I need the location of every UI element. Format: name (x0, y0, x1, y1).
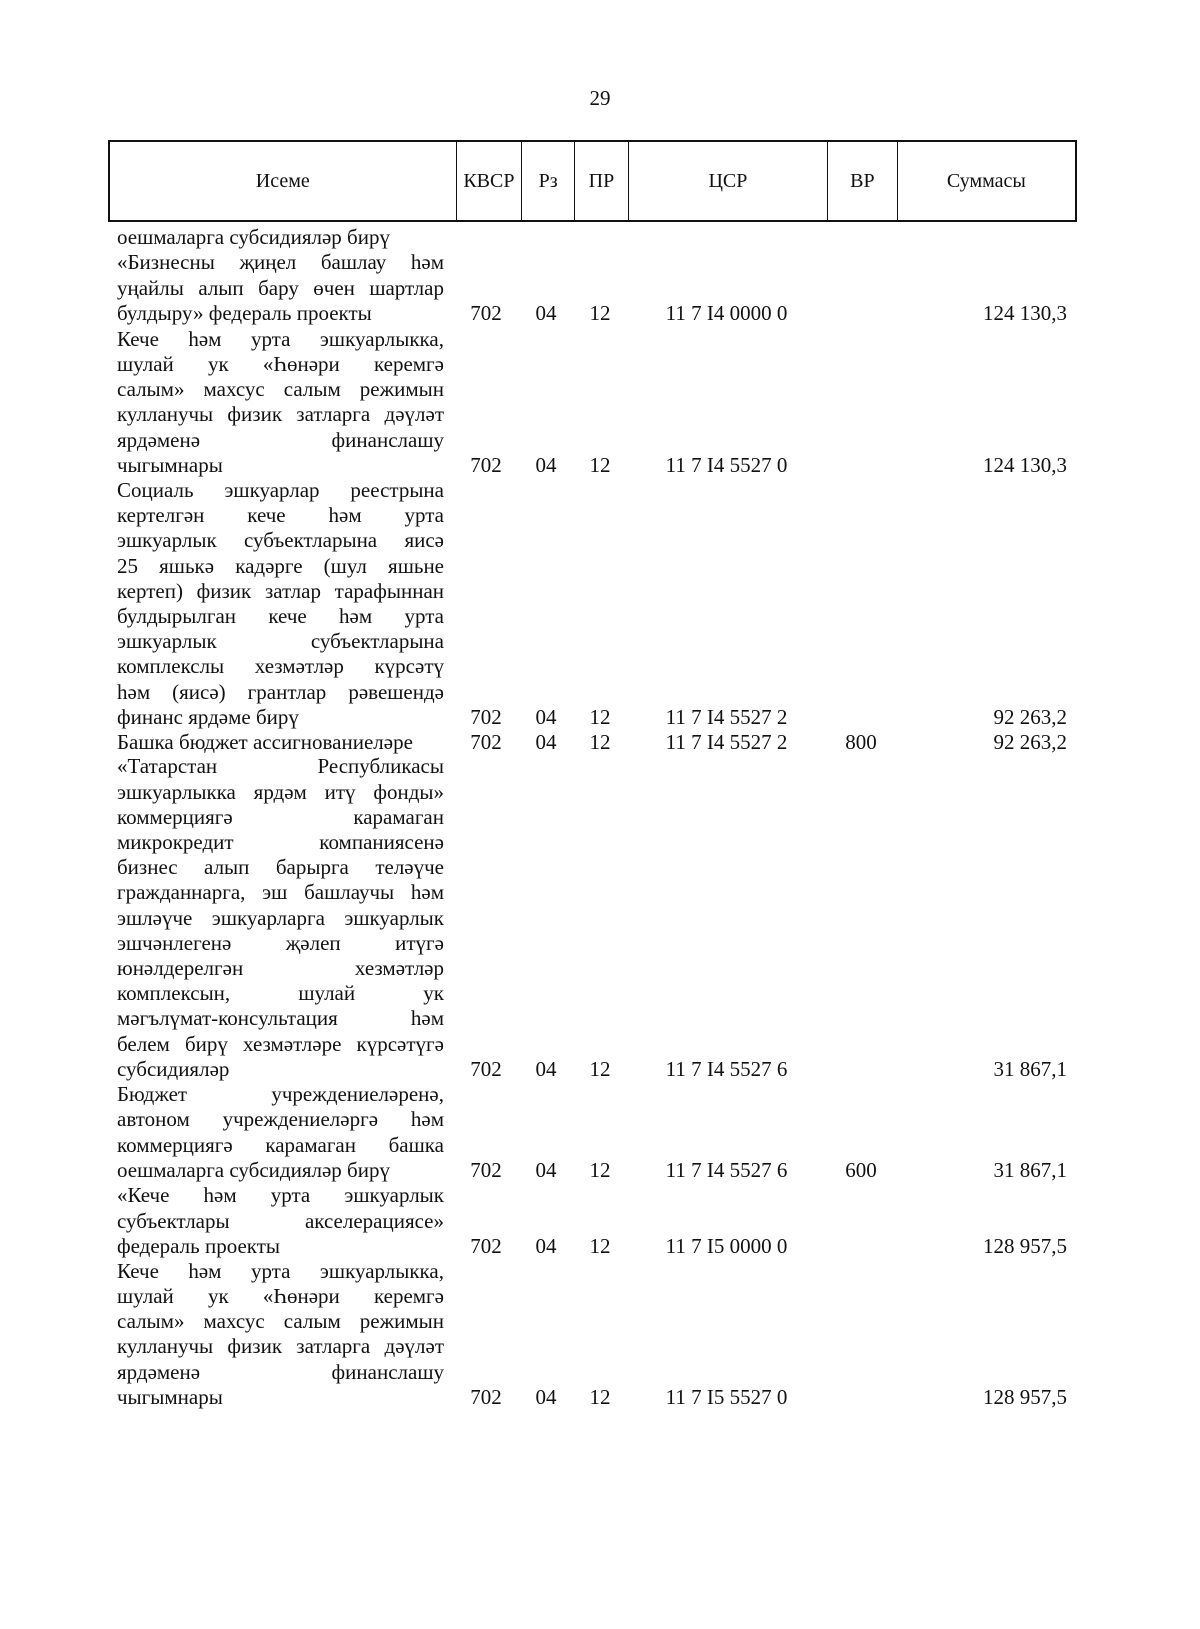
header-csr: ЦСР (628, 142, 827, 220)
row-name-line: чыгымнары (117, 1384, 223, 1409)
row-name-line: белем бирү хезмәтләре күрсәтүгә (117, 1031, 444, 1056)
row-pr: 12 (589, 729, 611, 754)
row-csr: 11 7 I5 5527 0 (665, 1384, 788, 1409)
row-name (117, 730, 444, 755)
row-name-line: комплекслы хезмәтләр күрсәтү (117, 654, 444, 679)
row-name-line: булдыру» федераль проекты (117, 300, 372, 325)
row-rz: 04 (535, 1157, 557, 1182)
row-kvsr: 702 (470, 1233, 502, 1258)
row-csr: 11 7 I4 5527 2 (665, 729, 788, 754)
header-kvsr: КВСР (456, 142, 522, 220)
row-csr: 11 7 I4 5527 2 (665, 704, 788, 729)
table-row (0, 225, 1200, 250)
row-name-line: «Бизнесны җиңел башлау һәм (117, 250, 444, 275)
table-row (0, 1259, 1200, 1410)
row-name-line: эшкуарлык субъектларына яисә (117, 528, 444, 553)
row-name-line: Башка бюджет ассигнованиеләре (117, 729, 413, 754)
row-name (117, 478, 444, 730)
table-row (0, 1183, 1200, 1259)
row-sum: 124 130,3 (983, 452, 1067, 477)
row-name-line: комплексын, шулай ук (117, 981, 444, 1006)
row-pr: 12 (589, 1157, 611, 1182)
row-name-line: юнәлдерелгән хезмәтләр (117, 955, 444, 980)
header-rz: Рз (521, 142, 574, 220)
row-name (117, 1183, 444, 1259)
table-row (0, 478, 1200, 730)
row-name-line: һәм (яисә) грантлар рәвешендә (117, 679, 444, 704)
row-name-line: кертелгән кече һәм урта (117, 503, 444, 528)
row-sum: 128 957,5 (983, 1233, 1067, 1258)
row-name-line: Бюджет учреждениеләренә, (117, 1082, 444, 1107)
row-rz: 04 (535, 452, 557, 477)
header-pr: ПР (574, 142, 628, 220)
row-name-line: уңайлы алып бару өчен шартлар (117, 275, 444, 300)
row-name-line: кертеп) физик затлар тарафыннан (117, 578, 444, 603)
row-name-line: эшкуарлыкка ярдәм итү фонды» (117, 779, 444, 804)
row-csr: 11 7 I4 5527 6 (665, 1157, 788, 1182)
row-name-line: Кече һәм урта эшкуарлыкка, (117, 326, 444, 351)
row-name-line: шулай ук «Һөнәри керемгә (117, 1283, 444, 1308)
row-rz: 04 (535, 1384, 557, 1409)
row-name (117, 250, 444, 326)
row-name-line: автоном учреждениеләргә һәм (117, 1107, 444, 1132)
row-name (117, 754, 444, 1082)
row-pr: 12 (589, 704, 611, 729)
row-name-line: субъектлары акселерациясе» (117, 1208, 444, 1233)
row-kvsr: 702 (470, 1056, 502, 1081)
row-name-line: Социаль эшкуарлар реестрына (117, 477, 444, 502)
row-name-line: оешмаларга субсидияләр бирү (117, 1157, 390, 1182)
row-name-line: оешмаларга субсидияләр бирү (117, 224, 390, 249)
row-kvsr: 702 (470, 729, 502, 754)
row-name-line: эшчәнлегенә җәлеп итүгә (117, 930, 444, 955)
row-name (117, 225, 444, 250)
row-name-line: федераль проекты (117, 1233, 280, 1258)
page-number: 29 (589, 86, 611, 110)
table-row (0, 327, 1200, 478)
row-sum: 31 867,1 (993, 1056, 1067, 1081)
row-pr: 12 (589, 1384, 611, 1409)
row-rz: 04 (535, 1233, 557, 1258)
table-row (0, 754, 1200, 1082)
row-name-line: кулланучы физик затларга дәүләт (117, 402, 444, 427)
row-name-line: эшләүче эшкуарларга эшкуарлык (117, 905, 444, 930)
header-vr: ВР (827, 142, 897, 220)
row-csr: 11 7 I4 5527 0 (665, 452, 788, 477)
row-pr: 12 (589, 1056, 611, 1081)
row-name-line: ярдәменә финанслашу (117, 1359, 444, 1384)
row-csr: 11 7 I4 0000 0 (665, 300, 788, 325)
table-row (0, 1082, 1200, 1183)
row-sum: 92 263,2 (993, 704, 1067, 729)
row-kvsr: 702 (470, 452, 502, 477)
row-vr: 800 (845, 729, 877, 754)
row-csr: 11 7 I4 5527 6 (665, 1056, 788, 1081)
row-rz: 04 (535, 704, 557, 729)
row-name (117, 327, 444, 478)
row-pr: 12 (589, 1233, 611, 1258)
row-name-line: салым» махсус салым режимын (117, 377, 444, 402)
row-rz: 04 (535, 729, 557, 754)
row-name-line: ярдәменә финанслашу (117, 427, 444, 452)
row-sum: 128 957,5 (983, 1384, 1067, 1409)
row-name-line: гражданнарга, эш башлаучы һәм (117, 880, 444, 905)
table-header (108, 140, 1077, 222)
row-pr: 12 (589, 452, 611, 477)
row-pr: 12 (589, 300, 611, 325)
row-kvsr: 702 (470, 704, 502, 729)
row-kvsr: 702 (470, 1384, 502, 1409)
row-kvsr: 702 (470, 300, 502, 325)
row-vr: 600 (845, 1157, 877, 1182)
row-sum: 92 263,2 (993, 729, 1067, 754)
header-name: Исеме (255, 169, 310, 192)
row-csr: 11 7 I5 0000 0 (665, 1233, 788, 1258)
row-sum: 124 130,3 (983, 300, 1067, 325)
row-name-line: субсидияләр (117, 1056, 230, 1081)
row-kvsr: 702 (470, 1157, 502, 1182)
row-name-line: Кече һәм урта эшкуарлыкка, (117, 1258, 444, 1283)
row-name-line: финанс ярдәме бирү (117, 704, 299, 729)
row-name-line: коммерциягә карамаган башка (117, 1132, 444, 1157)
header-sum: Суммасы (897, 142, 1075, 220)
table-row (0, 730, 1200, 755)
row-name-line: шулай ук «Һөнәри керемгә (117, 351, 444, 376)
row-name-line: микрокредит компаниясенә (117, 829, 444, 854)
row-name-line: 25 яшькә кадәрге (шул яшьне (117, 553, 444, 578)
row-name-line: кулланучы физик затларга дәүләт (117, 1334, 444, 1359)
row-name-line: «Кече һәм урта эшкуарлык (117, 1183, 444, 1208)
row-name-line: «Татарстан Республикасы (117, 754, 444, 779)
row-name (117, 1082, 444, 1183)
row-name-line: чыгымнары (117, 452, 223, 477)
row-name-line: эшкуарлык субъектларына (117, 629, 444, 654)
table-row (0, 250, 1200, 326)
row-sum: 31 867,1 (993, 1157, 1067, 1182)
row-name-line: бизнес алып барырга теләүче (117, 855, 444, 880)
row-name-line: булдырылган кече һәм урта (117, 603, 444, 628)
row-name (117, 1259, 444, 1410)
row-rz: 04 (535, 1056, 557, 1081)
row-name-line: мәгълүмат-консультация һәм (117, 1006, 444, 1031)
row-rz: 04 (535, 300, 557, 325)
row-name-line: коммерциягә карамаган (117, 804, 444, 829)
row-name-line: салым» махсус салым режимын (117, 1309, 444, 1334)
